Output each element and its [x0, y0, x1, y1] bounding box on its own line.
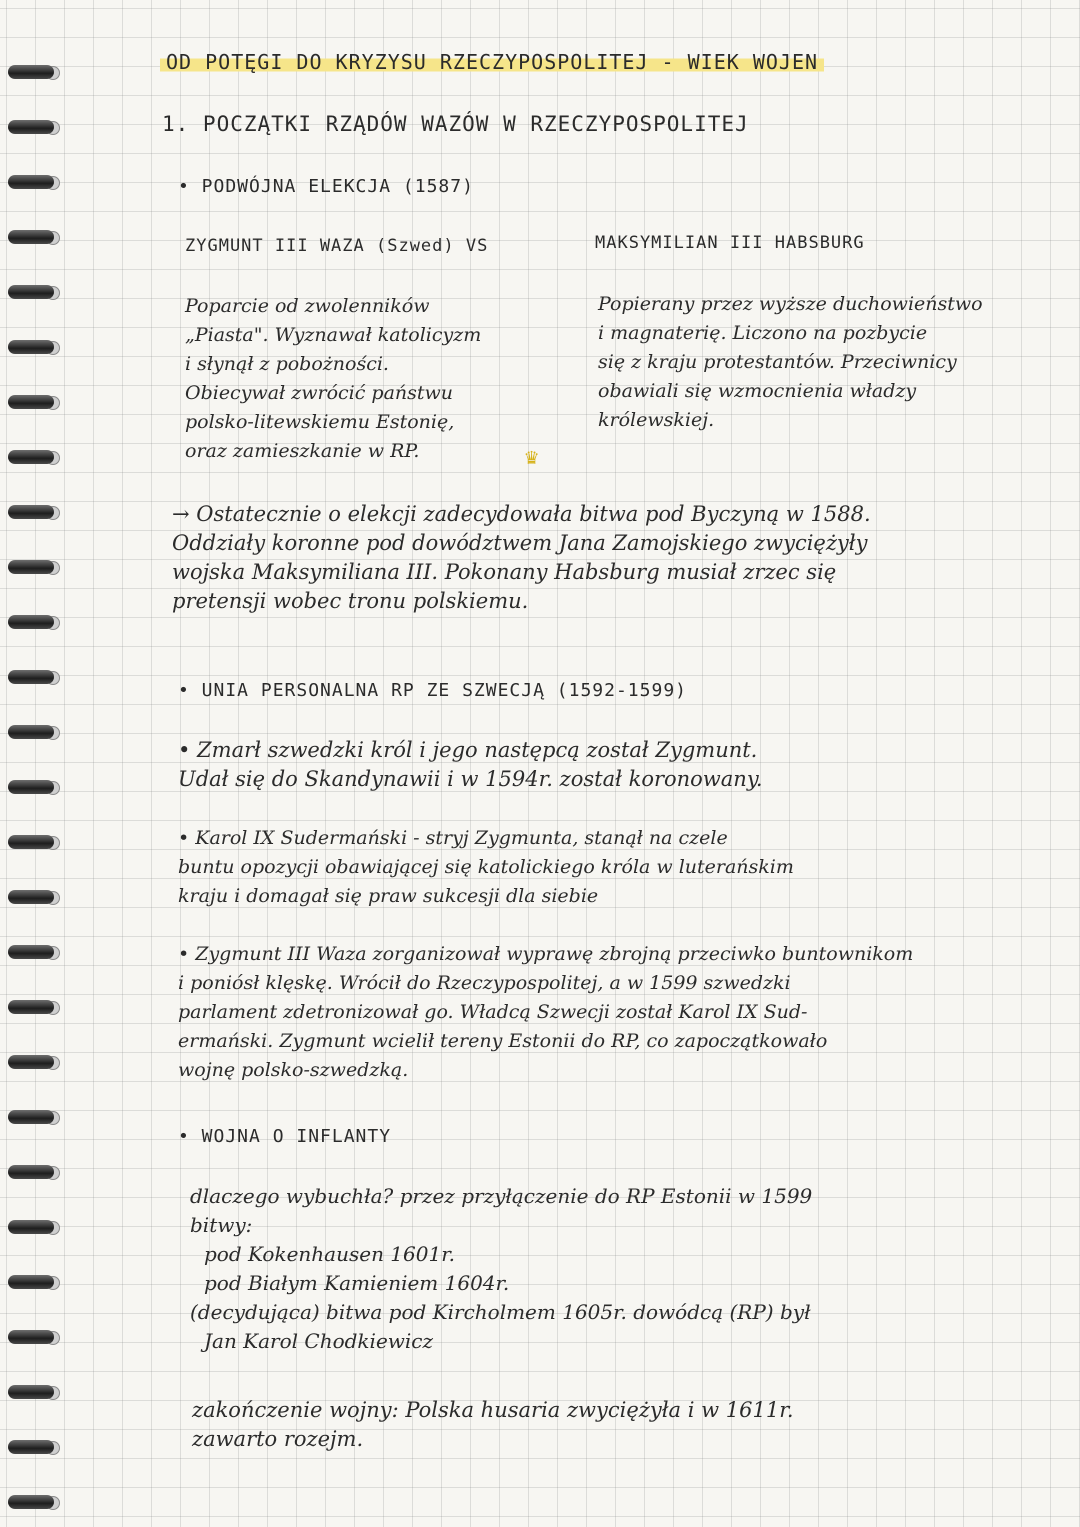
text-line: ermański. Zygmunt wcielił tereny Estonii do RP, co zapoczątkowało [178, 1030, 828, 1052]
crown-icon: ♛ [525, 445, 539, 470]
spiral-ring [8, 227, 64, 247]
wojna-details [190, 1182, 812, 1356]
text-line: i magnaterię. Liczono na pozbycie [598, 322, 928, 344]
section-heading: 1. POCZĄTKI RZĄDÓW WAZÓW W RZECZYPOSPOLITEJ [162, 112, 749, 136]
spiral-ring [8, 942, 64, 962]
text-line: Jan Karol Chodkiewicz [204, 1329, 434, 1353]
text-line: „Piasta". Wyznawał katolicyzm [185, 324, 482, 346]
text-line: bitwy: [190, 1213, 253, 1237]
text-line: buntu opozycji obawiającej się katolickiego króla w luterańskim [178, 856, 794, 878]
text-line: • Zygmunt III Waza zorganizował wyprawę zbrojną przeciwko buntownikom [178, 943, 914, 965]
left-candidate: ZYGMUNT III WAZA (Szwed) VS [185, 236, 489, 256]
spiral-ring [8, 832, 64, 852]
text-line: Udał się do Skandynawii i w 1594r. został koronowany. [178, 767, 763, 791]
spiral-ring [8, 1162, 64, 1182]
text-line: wojnę polsko-szwedzką. [178, 1059, 409, 1081]
text-line: • Karol IX Sudermański - stryj Zygmunta, stanął na czele [178, 827, 728, 849]
spiral-ring [8, 1382, 64, 1402]
spiral-ring [8, 117, 64, 137]
text-line: królewskiej. [598, 409, 715, 431]
page-title: OD POTĘGI DO KRYZYSU RZECZYPOSPOLITEJ - WIEK WOJEN [160, 50, 824, 74]
spiral-ring [8, 337, 64, 357]
spiral-ring [8, 172, 64, 192]
left-candidate-description [185, 292, 481, 466]
spiral-ring [8, 62, 64, 82]
text-line: → Ostatecznie o elekcji zadecydowała bitwa pod Byczyną w 1588. [172, 502, 871, 526]
spiral-ring [8, 502, 64, 522]
text-line: Poparcie od zwolenników [185, 295, 430, 317]
text-line: wojska Maksymiliana III. Pokonany Habsburg musiał zrzec się [172, 560, 837, 584]
text-line: zawarto rozejm. [192, 1427, 364, 1451]
spiral-ring [8, 557, 64, 577]
spiral-ring [8, 997, 64, 1017]
text-line: i poniósł klęskę. Wrócił do Rzeczypospolitej, a w 1599 szwedzki [178, 972, 791, 994]
text-line: dlaczego wybuchła? przez przyłączenie do RP Estonii w 1599 [190, 1184, 813, 1208]
unia-paragraph-3 [178, 940, 913, 1085]
spiral-ring [8, 722, 64, 742]
right-candidate-description [598, 290, 983, 435]
text-line: • Zmarł szwedzki król i jego następcą został Zygmunt. [178, 738, 758, 762]
text-line: Obiecywał zwrócić państwu [185, 382, 454, 404]
text-line: Popierany przez wyższe duchowieństwo [598, 293, 983, 315]
spiral-ring [8, 777, 64, 797]
text-line: i słynął z pobożności. [185, 353, 389, 375]
text-line: parlament zdetronizował go. Władcą Szwecji został Karol IX Sud- [178, 1001, 808, 1023]
text-line: polsko-litewskiemu Estonię, [185, 411, 455, 433]
unia-paragraph-2 [178, 824, 794, 911]
spiral-ring [8, 1492, 64, 1512]
spiral-ring [8, 447, 64, 467]
elekcja-conclusion [172, 500, 871, 616]
wojna-ending [192, 1396, 794, 1454]
spiral-ring [8, 392, 64, 412]
text-line: obawiali się wzmocnienia władzy [598, 380, 917, 402]
unia-paragraph-1 [178, 736, 763, 794]
spiral-ring [8, 667, 64, 687]
text-line: oraz zamieszkanie w RP. [185, 440, 420, 462]
text-line: pod Kokenhausen 1601r. [204, 1242, 455, 1266]
text-line: Oddziały koronne pod dowództwem Jana Zamojskiego zwyciężyły [172, 531, 868, 555]
text-line: (decydująca) bitwa pod Kircholmem 1605r. dowódcą (RP) był [190, 1300, 811, 1324]
spiral-ring [8, 1437, 64, 1457]
spiral-ring [8, 1217, 64, 1237]
text-line: pretensji wobec tronu polskiemu. [172, 589, 529, 613]
text-line: pod Białym Kamieniem 1604r. [204, 1271, 510, 1295]
text-line: się z kraju protestantów. Przeciwnicy [598, 351, 957, 373]
spiral-ring [8, 1107, 64, 1127]
spiral-binding [0, 0, 70, 1527]
right-candidate: MAKSYMILIAN III HABSBURG [595, 233, 865, 253]
spiral-ring [8, 1272, 64, 1292]
spiral-ring [8, 1052, 64, 1072]
text-line: zakończenie wojny: Polska husaria zwyciężyła i w 1611r. [192, 1398, 794, 1422]
spiral-ring [8, 612, 64, 632]
unia-heading: • UNIA PERSONALNA RP ZE SZWECJĄ (1592-1599) [178, 680, 687, 701]
wojna-heading: • WOJNA O INFLANTY [178, 1126, 392, 1147]
spiral-ring [8, 282, 64, 302]
text-line: kraju i domagał się praw sukcesji dla siebie [178, 885, 599, 907]
spiral-ring [8, 887, 64, 907]
spiral-ring [8, 1327, 64, 1347]
elekcja-heading: • PODWÓJNA ELEKCJA (1587) [178, 176, 474, 197]
